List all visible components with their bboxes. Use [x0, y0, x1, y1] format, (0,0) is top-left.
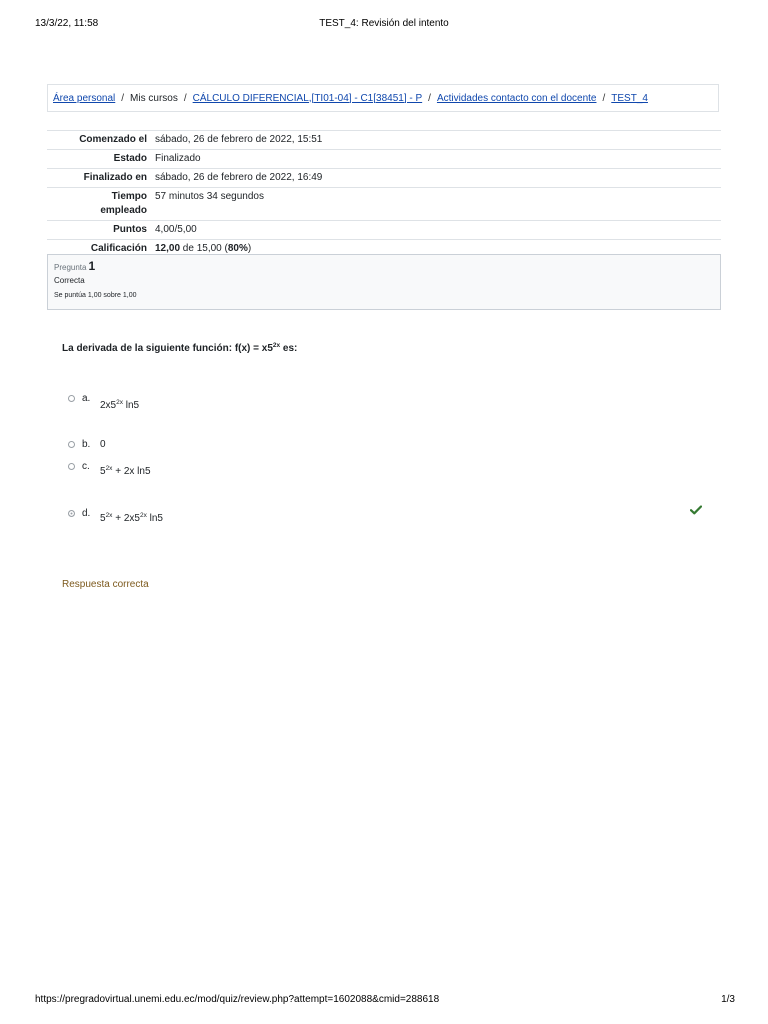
summary-label: Estado [47, 150, 151, 169]
answer-option-c[interactable] [68, 461, 151, 477]
option-exponent: 2x [105, 465, 113, 472]
summary-label: Calificación [47, 240, 151, 259]
check-icon [690, 505, 702, 515]
option-text [100, 439, 106, 450]
option-text-part: 2x5 [100, 400, 117, 411]
option-text-part: 5 [100, 466, 106, 477]
breadcrumb-separator: / [121, 92, 125, 104]
question-text [62, 342, 297, 354]
summary-value: Finalizado [151, 150, 721, 169]
question-grade: Se puntúa 1,00 sobre 1,00 [54, 292, 137, 299]
breadcrumb-item-test[interactable]: TEST_4 [611, 92, 648, 104]
option-text-part: + 2x ln5 [112, 466, 151, 477]
option-text [100, 512, 163, 524]
summary-value: 57 minutos 34 segundos [151, 188, 721, 221]
summary-label: Puntos [47, 221, 151, 240]
breadcrumb [47, 84, 719, 112]
summary-row-state [47, 150, 721, 169]
option-text-part: 5 [100, 513, 106, 524]
option-text-part: 0 [100, 439, 106, 450]
option-text-part: + 2x5 [112, 513, 140, 524]
feedback-text: Respuesta correcta [62, 579, 149, 590]
answer-option-d[interactable] [68, 508, 163, 524]
summary-value: 4,00/5,00 [151, 221, 721, 240]
breadcrumb-item-mis-cursos: Mis cursos [130, 92, 178, 104]
breadcrumb-separator: / [183, 92, 187, 104]
breadcrumb-item-section[interactable]: Actividades contacto con el docente [436, 92, 597, 104]
print-title: TEST_4: Revisión del intento [319, 18, 449, 29]
option-text [100, 399, 139, 411]
summary-label: Finalizado en [47, 169, 151, 188]
option-exponent: 2x [105, 512, 113, 519]
grade-score: 12,00 [155, 243, 181, 254]
summary-value: sábado, 26 de febrero de 2022, 15:51 [151, 131, 721, 150]
answer-option-b[interactable] [68, 439, 106, 450]
time-label-line-2: empleado [100, 205, 147, 216]
option-letter: c. [82, 461, 90, 472]
option-text-part: ln5 [123, 400, 140, 411]
option-exponent: 2x [116, 399, 123, 406]
summary-row-finished [47, 169, 721, 188]
summary-row-started [47, 131, 721, 150]
breadcrumb-separator: / [428, 92, 431, 104]
summary-label: Comenzado el [47, 131, 151, 150]
question-text-suffix: es: [280, 343, 298, 354]
print-url: https://pregradovirtual.unemi.edu.ec/mod/quiz/review.php?attempt=1602088&cmid=288618 [35, 994, 440, 1005]
grade-mid: de 15,00 ( [180, 243, 228, 254]
question-number-value: 1 [88, 259, 96, 273]
option-text-part: ln5 [146, 513, 163, 524]
option-letter: b. [82, 439, 91, 450]
grade-end: ) [247, 243, 252, 254]
question-label: Pregunta [54, 263, 87, 272]
print-date: 13/3/22, 11:58 [35, 18, 99, 29]
breadcrumb-separator: / [602, 92, 606, 104]
option-text [100, 465, 151, 477]
summary-value: sábado, 26 de febrero de 2022, 16:49 [151, 169, 721, 188]
radio-button[interactable] [68, 395, 75, 402]
summary-row-time [47, 188, 721, 221]
breadcrumb-item-course[interactable]: CÁLCULO DIFERENCIAL,[TI01-04] - C1[38451] - P [192, 92, 423, 104]
attempt-summary-table [47, 130, 721, 259]
radio-button[interactable] [68, 441, 75, 448]
summary-row-points [47, 221, 721, 240]
radio-button-selected[interactable] [68, 510, 75, 517]
grade-percent: 80% [227, 243, 248, 254]
option-letter: d. [82, 508, 91, 519]
radio-button[interactable] [68, 463, 75, 470]
summary-label [47, 188, 151, 221]
question-state: Correcta [54, 276, 85, 285]
question-number [54, 259, 714, 273]
answer-option-a[interactable] [68, 393, 139, 411]
time-label-line-1: Tiempo [111, 191, 147, 202]
question-text-exponent: 2x [272, 342, 281, 349]
option-letter: a. [82, 393, 91, 404]
print-page-number: 1/3 [721, 994, 735, 1005]
breadcrumb-item-area-personal[interactable]: Área personal [53, 92, 116, 104]
option-exponent: 2x [139, 512, 147, 519]
question-text-prefix: La derivada de la siguiente función: f(x) = x5 [62, 343, 273, 354]
question-info-box [47, 254, 721, 310]
